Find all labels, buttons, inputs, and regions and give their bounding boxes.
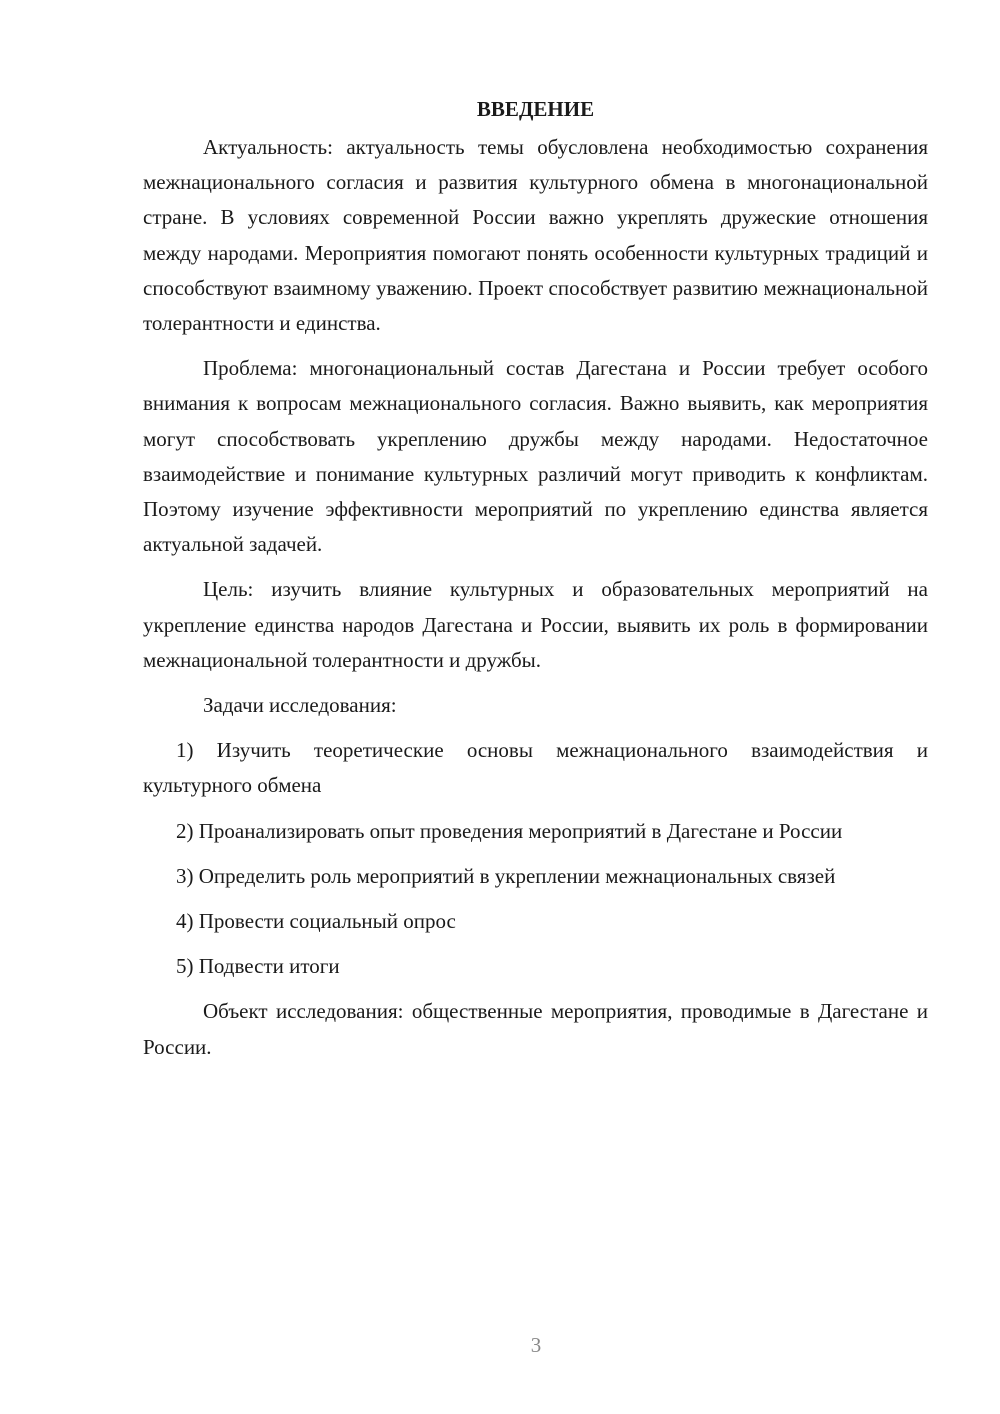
task-item-4: 4) Провести социальный опрос bbox=[176, 909, 456, 934]
paragraph-problem: Проблема: многонациональный состав Дагестана и России требует особого внимания к вопросам межнационального согласия. Важно выявить, как мероприятия могут способствовать укреплению дружбы между народами. Недостаточное взаимодействие и понимание культурных различий могут приводить к конфликтам. Поэтому изучение эффективности мероприятий по укреплению единства является актуальной задачей. bbox=[143, 356, 928, 557]
task-item-2: 2) Проанализировать опыт проведения мероприятий в Дагестане и России bbox=[176, 818, 843, 843]
task-item-1: 1) Изучить теоретические основы межнационального взаимодействия и культурного обмена bbox=[143, 738, 928, 798]
paragraph-object: Объект исследования: общественные мероприятия, проводимые в Дагестане и России. bbox=[143, 999, 928, 1059]
tasks-heading: Задачи исследования: bbox=[203, 693, 397, 718]
section-title: ВВЕДЕНИЕ bbox=[476, 97, 595, 121]
task-item-3: 3) Определить роль мероприятий в укреплении межнациональных связей bbox=[176, 863, 836, 888]
document-page bbox=[143, 92, 928, 1075]
task-item-5: 5) Подвести итоги bbox=[176, 954, 340, 979]
page-number: 3 bbox=[530, 1333, 542, 1357]
paragraph-relevance: Актуальность: актуальность темы обусловлена необходимостью сохранения межнационального согласия и развития культурного обмена в многонациональной стране. В условиях современной России важно укреплять дружеские отношения между народами. Мероприятия помогают понять особенности культурных традиций и способствуют взаимному уважению. Проект способствует развитию межнациональной толерантности и единства. bbox=[143, 135, 928, 336]
paragraph-goal: Цель: изучить влияние культурных и образовательных мероприятий на укрепление единства народов Дагестана и России, выявить их роль в формировании межнациональной толерантности и дружбы. bbox=[143, 577, 928, 672]
